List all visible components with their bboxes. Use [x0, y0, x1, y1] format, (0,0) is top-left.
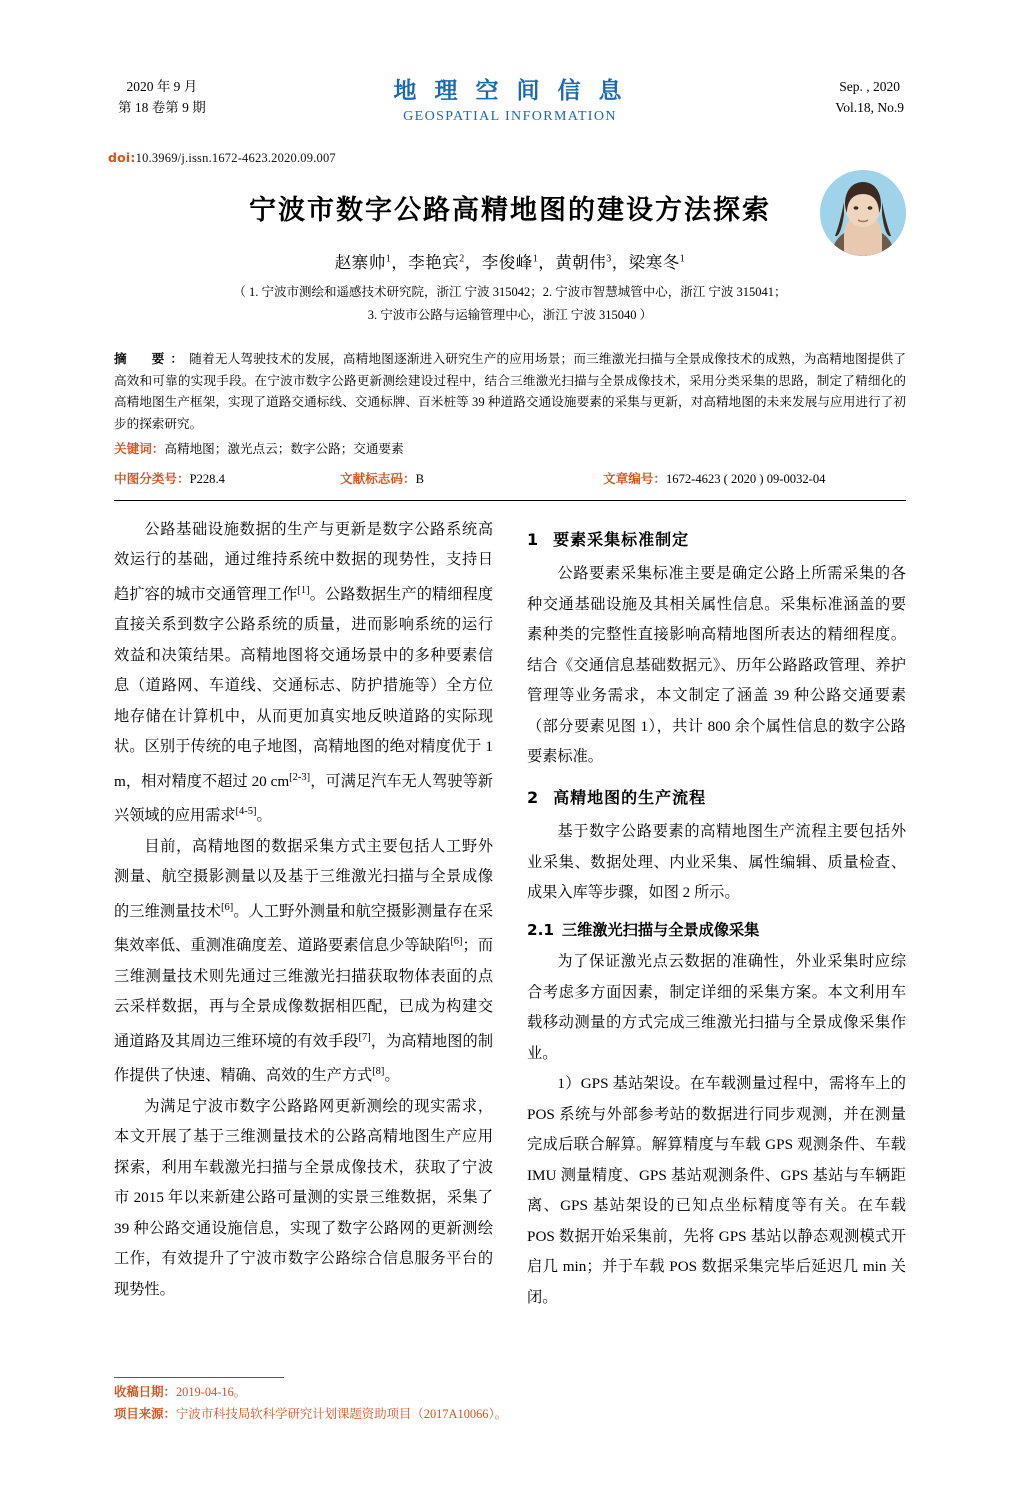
author-list: 赵寨帅$^1$，李艳宾$^2$，李俊峰$^1$，黄朝伟$^3$，梁寒冬$^1$ — [334, 253, 686, 272]
subsection-number: 2.1 — [527, 920, 554, 939]
title-area — [108, 188, 912, 326]
doi-value: 10.3969/j.issn.1672-4623.2020.09.007 — [135, 151, 336, 165]
article-id-label: 文章编号： — [603, 470, 666, 486]
masthead-right — [835, 76, 904, 118]
paragraph: 公路要素采集标准主要是确定公路上所需采集的各种交通基础设施及其相关属性信息。采集标准涵盖的要素种类的完整性直接影响高精地图所表达的精细程度。结合《交通信息基础数据元》、历年公路路政管理、养护管理等业务需求，本文制定了涵盖 39 种公路交通要素（部分要素见图 1），共计 800 余个属性信息的数字公路要素标准。 — [527, 565, 906, 765]
received-label: 收稿日期： — [114, 1384, 176, 1399]
doc-code-field — [340, 468, 424, 487]
issue-date-cn: 2020 年 9 月 — [126, 79, 198, 94]
author-photo — [820, 170, 906, 256]
doi-label: doi: — [108, 150, 136, 165]
journal-name — [108, 72, 912, 125]
section-number: 2 — [527, 787, 540, 807]
keywords-block — [108, 438, 912, 461]
doi-line — [108, 150, 912, 166]
abstract-block — [108, 348, 912, 435]
abstract-text: 随着无人驾驶技术的发展，高精地图逐渐进入研究生产的应用场景；而三维激光扫描与全景成像技术的成熟，为高精地图提供了高效和可靠的实现手段。在宁波市数字公路更新测绘建设过程中，结合三维激光扫描与全景成像技术，采用分类采集的思路，制定了精细化的高精地图生产框架，实现了道路交通标线、交通标牌、百米桩等 39 种道路交通设施要素的采集与更新，对高精地图的未来发展与应用进行了初步的探索研究。 — [114, 352, 907, 431]
volume-issue-en: Vol.18, No.9 — [835, 100, 904, 115]
affiliation-line-1: （ 1. 宁波市测绘和遥感技术研究院，浙江 宁波 315042；2. 宁波市智慧城管中心，浙江 宁波 315041； — [233, 285, 787, 299]
masthead — [108, 72, 912, 138]
doc-code-label: 文献标志码： — [340, 470, 416, 486]
article-id-value: 1672-4623 ( 2020 ) 09-0032-04 — [665, 471, 826, 486]
fund-label: 项目来源： — [114, 1406, 176, 1421]
paragraph: 公路基础设施数据的生产与更新是数字公路系统高效运行的基础，通过维持系统中数据的现势性，支持日趋扩容的城市交通管理工作[1]。公路数据生产的精细程度直接关系到数字公路系统的质量，进而影响系统的运行效益和决策结果。高精地图将交通场景中的多种要素信息（道路网、车道线、交通标志、防护措施等）全方位地存储在计算机中，从而更加真实地反映道路的实际现状。区别于传统的电子地图，高精地图的绝对精度优于 1 m，相对精度不超过 20 cm[2-3]，可满足汽车无人驾驶等新兴领域的应用需求[4-5]。 — [114, 520, 493, 825]
clc-field — [114, 468, 225, 487]
article-id-field — [603, 468, 825, 487]
page-title: 宁波市数字公路高精地图的建设方法探索 — [249, 195, 771, 226]
section-number: 1 — [527, 529, 540, 549]
paragraph: 1）GPS 基站架设。在车载测量过程中，需将车上的 POS 系统与外部参考站的数据进行同步观测，并在测量完成后联合解算。解算精度与车载 GPS 观测条件、车载 IMU 测量精度、GPS 基站观测条件、GPS 基站与车辆距离、GPS 基站架设的已知点坐标精度等有关。在车载 POS 数据开始采集前，先将 GPS 基站以静态观测模式开启几 min；并于车载 POS 数据采集完毕后延迟几 min 关闭。 — [527, 1075, 906, 1306]
section-title: 要素采集标准制定 — [553, 529, 690, 549]
footnote-divider — [114, 1377, 284, 1378]
section-heading-1 — [527, 525, 906, 556]
footnotes — [114, 1377, 534, 1425]
column-left — [114, 515, 493, 1314]
fund-source — [114, 1403, 534, 1425]
journal-title-en: GEOSPATIAL INFORMATION — [403, 109, 617, 124]
keywords-label: 关键词： — [114, 441, 165, 456]
subsection-title: 三维激光扫描与全景成像采集 — [561, 920, 760, 939]
clc-value: P228.4 — [189, 471, 225, 486]
paragraph: 为满足宁波市数字公路路网更新测绘的现实需求，本文开展了基于三维测量技术的公路高精地图生产应用探索，利用车载激光扫描与全景成像技术，获取了宁波市 2015 年以来新建公路可量测的实景三维数据，采集了 39 种公路交通设施信息，实现了数字公路网的更新测绘工作，有效提升了宁波市数字公路综合信息服务平台的现势性。 — [114, 1097, 493, 1298]
received-value: 2019-04-16。 — [175, 1385, 247, 1399]
subsection-heading-2-1 — [527, 915, 906, 946]
journal-title-cn: 地 理 空 间 信 息 — [393, 78, 627, 104]
header-divider — [114, 500, 906, 501]
abstract-label: 摘 要： — [114, 351, 190, 366]
paper-page — [0, 72, 1020, 1503]
volume-issue-cn: 第 18 卷第 9 期 — [118, 100, 206, 115]
received-date — [114, 1381, 534, 1403]
classification-row — [108, 468, 912, 488]
body-columns — [108, 515, 912, 1314]
keywords-text: 高精地图；激光点云；数字公路；交通要素 — [164, 442, 404, 456]
paragraph: 目前，高精地图的数据采集方式主要包括人工野外测量、航空摄影测量以及基于三维激光扫描与全景成像的三维测量技术[6]。人工野外测量和航空摄影测量存在采集效率低、重测准确度差、道路要素信息少等缺陷[6]；而三维测量技术则先通过三维激光扫描获取物体表面的点云采样数据，再与全景成像数据相匹配，已成为构建交通道路及其周边三维环境的有效手段[7]，为高精地图的制作提供了快速、精确、高效的生产方式[8]。 — [114, 837, 494, 1085]
affiliation-line-2: 3. 宁波市公路与运输管理中心，浙江 宁波 315040 ） — [367, 308, 653, 322]
doc-code-value: B — [415, 471, 424, 486]
section-heading-2 — [527, 783, 906, 814]
issue-date-en: Sep. , 2020 — [839, 79, 900, 94]
section-title: 高精地图的生产流程 — [553, 787, 707, 807]
fund-value: 宁波市科技局软科学研究计划课题资助项目（2017A10066）。 — [175, 1407, 508, 1421]
paragraph: 为了保证激光点云数据的准确性，外业采集时应综合考虑多方面因素，制定详细的采集方案。本文利用车载移动测量的方式完成三维激光扫描与全景成像采集作业。 — [527, 953, 906, 1062]
clc-label: 中图分类号： — [114, 470, 190, 486]
column-right — [527, 515, 906, 1314]
paragraph: 基于数字公路要素的高精地图生产流程主要包括外业采集、数据处理、内业采集、属性编辑、质量检查、成果入库等步骤，如图 2 所示。 — [527, 823, 906, 901]
